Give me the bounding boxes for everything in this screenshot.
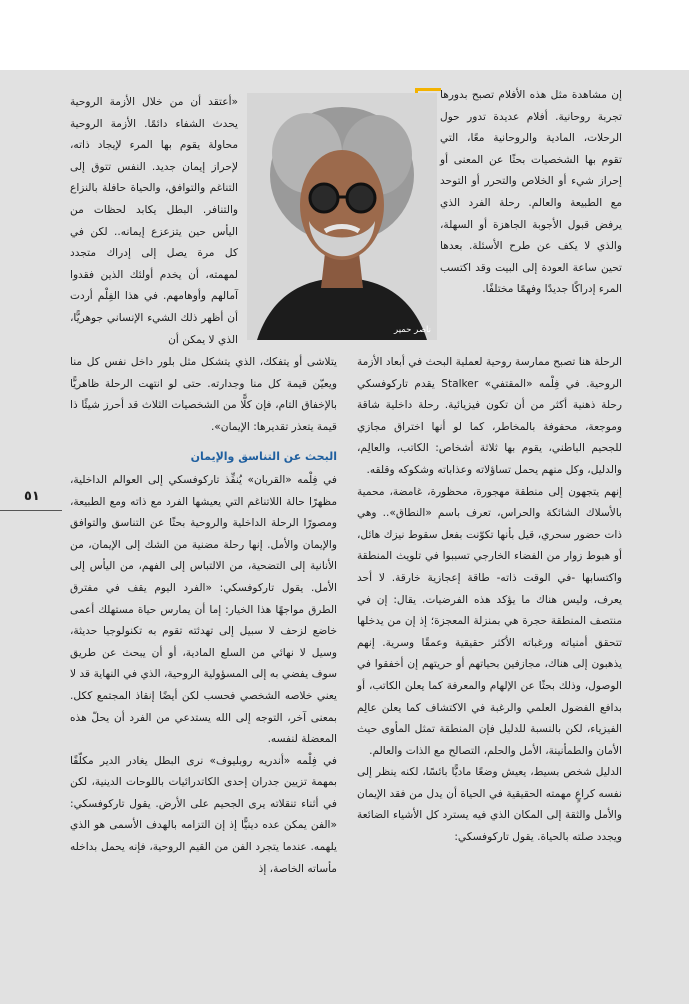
photo-caption: ناصر حمير xyxy=(394,325,431,335)
paragraph: الرحلة هنا تصبح ممارسة روحية لعملية البحث في أبعاد الأزمة الروحية. في فِلْمه «المقتفي» Stalker يقدم تاركوفسكي رحلة ذهنية أكثر من أن تكون فيزيائية. رحلة داخلية شاقة وموجعة، محفوفة بالمخاطر، كما لو أنها اختراق مجازي للجحيم الباطني، يقوم بها ثلاثة أشخاص: الكاتب، والعالِم، والدليل، وكل منهم يحمل تساؤلاته وعذاباته وشكوكه وقلقه. xyxy=(357,356,622,476)
portrait-illustration xyxy=(247,93,437,340)
page-number: ٥١ xyxy=(24,489,40,504)
portrait-photo xyxy=(247,93,437,340)
article-column-right xyxy=(357,352,622,849)
article-column-right-top xyxy=(440,85,622,301)
page-number-rule xyxy=(0,510,62,511)
paragraph: «أعتقد أن من خلال الأزمة الروحية يحدث الشفاء دائمًا. الأزمة الروحية محاولة يقوم بها المرء لإيجاد ذاته، لإحراز إيمان جديد. النفس تتوق إلى التناغم والتوافق، والحياة حافلة بالنزاع والتنافر. البطل يكابد لحظات من اليأس حين يتزعزع إيمانه.. لكن في كل مرة يصل إلى إدراك متجدد لمهمته، أن يخدم أولئك الذين فقدوا آمالهم وأوهامهم. في هذا الفِلْم أردت أن أظهر ذلك الشيء الإنساني جوهريًّا، الذي لا يمكن أن xyxy=(70,96,238,346)
paragraph: الدليل شخص بسيط، يعيش وضعًا ماديًّا بائسًا، لكنه ينظر إلى نفسه كراعٍ مهمته الحقيقية في الحياة أن يدل من فقد الإيمان والأمل والثقة إلى المكان الذي فيه يسترد كل الأشياء الضائعة ويجدد صلته بالحياة. يقول تاركوفسكي: xyxy=(357,766,622,844)
paragraph: إنهم يتجهون إلى منطقة مهجورة، محظورة، غامضة، محمية بالأسلاك الشائكة والحراس، تعرف باسم «النطاق».. وهي ذات حضور سحري، قيل بأنها تكوّنت بفعل سقوط نيزك هائل، أو هبوط زوار من الفضاء الخارجي تسببوا في تلويث المنطقة واكتسابها -في الوقت ذاته- طاقة إعجازية خارقة. لا أحد يعرف، وليس هناك ما يؤكد هذه الفرضيات. يقال: إن في منتصف المنطقة حجرة هي بمنزلة المعجزة؛ إذ إن من يدخلها تتحقق أمنياته ورغباته الأكثر حقيقية وعمقًا وسرية. إنهم يذهبون إلى هناك، مجازفين بحياتهم أو حريتهم إن أخفقوا في الوصول، وذلك بحثًا عن الإلهام والمعرفة كما يعلن الكاتب، أو بدافع الفضول العلمي والرغبة في الاكتشاف كما يعلن عالِم الفيزياء، لكن بالنسبة للدليل فإن المنطقة تمثل المأوى حيث الأمان والطمأنينة، الأمل والحلم، التصالح مع الذات والعالم. xyxy=(357,485,622,757)
paragraph: في فِلْمه «أندريه روبليوف» نرى البطل يغادر الدير مكلّفًا بمهمة تزيين جدران إحدى الكاتدرائيات باللوحات الدينية، لكن في أثناء تنقلاته يرى الجحيم على الأرض. يقول تاركوفسكي: «الفن يمكن عده دينيًّا إذ إن التزامه بالهدف الأسمى هو الذي يلهمه. عندما يتجرد الفن من القيم الروحية، فإنه يحمل بداخله مأساته الخاصة، إذ xyxy=(70,754,337,875)
quote-column-left-top xyxy=(70,92,238,351)
paragraph: في فِلْمه «القربان» يُنفِّذ تاركوفسكي إلى العوالم الداخلية، مظهرًا حالة اللاتناغم التي يعيشها الفرد مع ذاته ومع الطبيعة، ومصورًا الرحلة الداخلية والروحية بحثًا عن التناسق والتوافق والإيمان والأمل. إنها رحلة مضنية من الشك إلى الإيمان، من الأنانية إلى التضحية، من الالتباس إلى الفهم، من اليأس إلى الأمل. يقول تاركوفسكي: «الفرد اليوم يقف في مفترق الطرق مواجهًا هذا الخيار: إما أن يمارس حياة مستهلك أعمى خاضع لزحف لا سبيل إلى تهدئته تقوم به تكنولوجيا حديثة، وسيل لا نهائي من السلع المادية، أو أن يبحث عن طريق سوف يفضي به إلى المسؤولية الروحية، الذي في النهاية قد لا يعني خلاصه الشخصي فحسب لكن أيضًا إنقاذ المجتمع ككل. بمعنى آخر، التوجه إلى الله يستدعي من الفرد أن يحلّ هذه المعضلة لنفسه. xyxy=(70,473,337,746)
paragraph: إن مشاهدة مثل هذه الأفلام تصبح بدورها تجربة روحانية. أفلام عديدة تدور حول الرحلات، المادية والروحانية معًا، التي تقوم بها الشخصيات بحثًا عن المعنى أو إحراز شيء أو الخلاص والتحرر أو التوحد مع الطبيعة والعالم. رحلة الفرد الذي يرفض قبول الأجوبة الجاهزة أو السهلة، والذي لا يكف عن طرح الأسئلة. بعدها تحين ساعة العودة إلى البيت وقد اكتسب المرء إدراكًا جديدًا وفهمًا مختلفًا. xyxy=(440,89,622,296)
section-subheading: البحث عن التناسق والإيمان xyxy=(190,450,337,464)
paragraph: يتلاشى أو يتفكك، الذي يتشكل مثل بلور داخل نفس كل منا ويعيّن قيمة كل منا وجدارته. حتى لو انتهت الرحلة ظاهريًّا بالإخفاق التام، فإن كلًّا من الشخصيات الثلاث قد أحرز شيئًا ذا قيمة يتعذر تقديرها: الإيمان». xyxy=(70,356,337,433)
article-column-left xyxy=(70,352,337,880)
